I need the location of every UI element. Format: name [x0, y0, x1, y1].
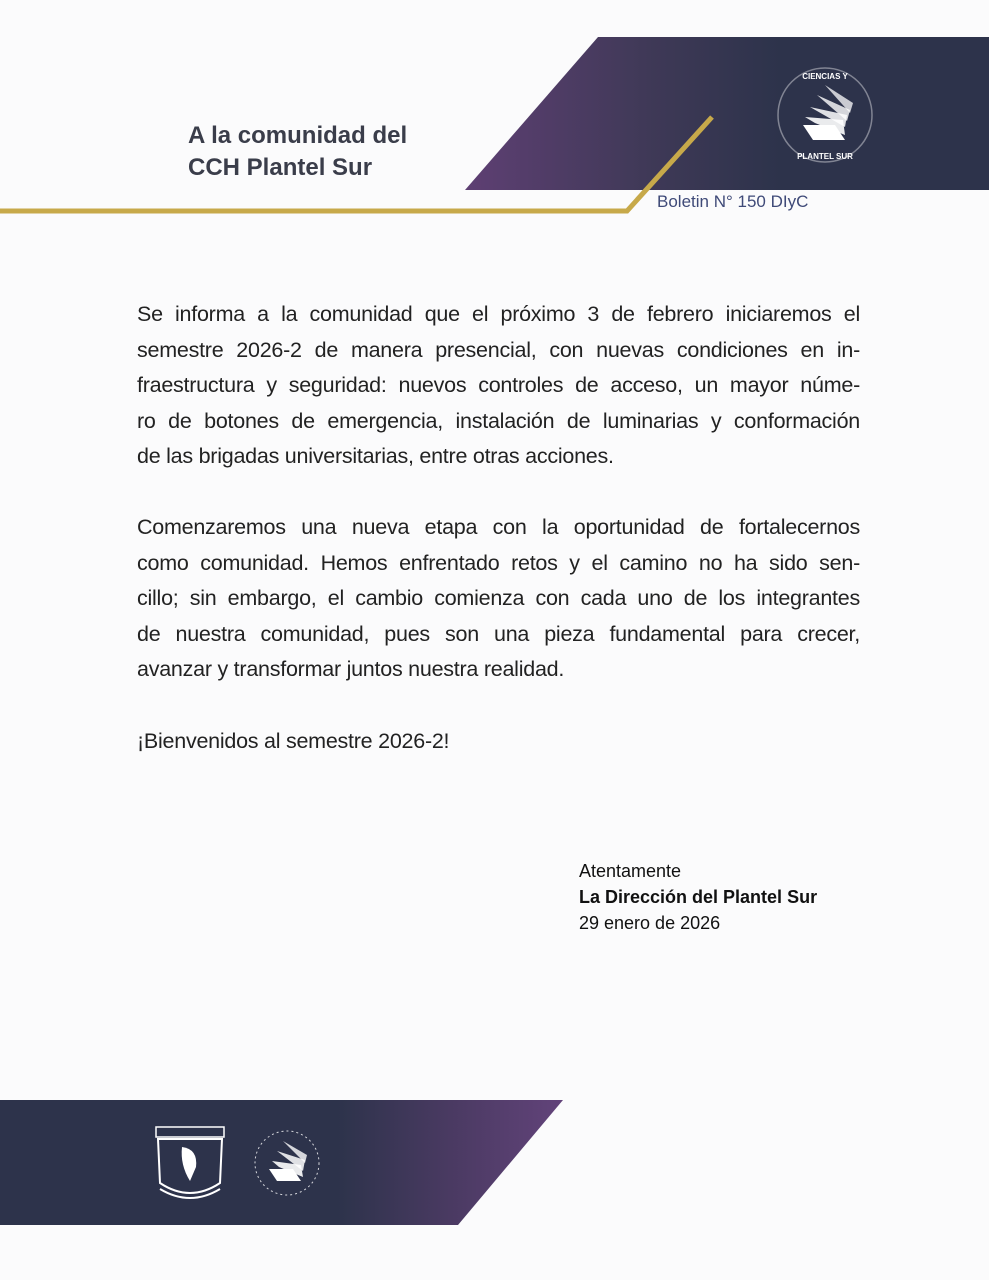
- text-line: ro de botones de emergencia, instalación de luminarias y conformación: [137, 408, 860, 433]
- text-line: Se informa a la comunidad que el próximo 3 de febrero iniciaremos el: [137, 302, 860, 326]
- text-line: ¡Bienvenidos al semestre 2026-2!: [137, 729, 450, 753]
- closing: Atentamente: [579, 861, 682, 881]
- title-line: CCH Plantel Sur: [188, 154, 373, 181]
- text-line: de las brigadas universitarias, entre otras acciones.: [137, 444, 614, 469]
- header-banner-shape: [465, 37, 989, 190]
- paragraph-1: [137, 297, 860, 475]
- text-line: fraestructura y seguridad: nuevos controles de acceso, un mayor núme-: [137, 373, 860, 398]
- signer: La Dirección del Plantel Sur: [579, 887, 818, 907]
- title-line: A la comunidad del: [188, 122, 408, 149]
- text-line: como comunidad. Hemos enfrentado retos y el camino no ha sido sen-: [137, 550, 860, 575]
- paragraph-2: [137, 510, 860, 688]
- header-banner: [0, 0, 989, 230]
- page-title: [188, 120, 407, 184]
- date: 29 enero de 2026: [579, 913, 721, 933]
- paragraph-3: [137, 724, 860, 760]
- text-line: de nuestra comunidad, pues son una pieza fundamental para crecer,: [137, 621, 860, 646]
- text-line: avanzar y transformar juntos nuestra realidad.: [137, 657, 565, 682]
- text-line: cillo; sin embargo, el cambio comienza con cada uno de los integrantes: [137, 586, 860, 611]
- svg-text:CIENCIAS Y: CIENCIAS Y: [802, 72, 848, 81]
- bulletin-number: Boletin N° 150 DIyC: [657, 192, 809, 211]
- signature-block: [579, 858, 817, 936]
- footer-banner: [0, 1090, 600, 1240]
- text-line: Comenzaremos una nueva etapa con la oportunidad de fortalecernos: [137, 515, 860, 539]
- svg-text:PLANTEL SUR: PLANTEL SUR: [797, 152, 853, 161]
- text-line: semestre 2026-2 de manera presencial, con nuevas condiciones en in-: [137, 337, 860, 362]
